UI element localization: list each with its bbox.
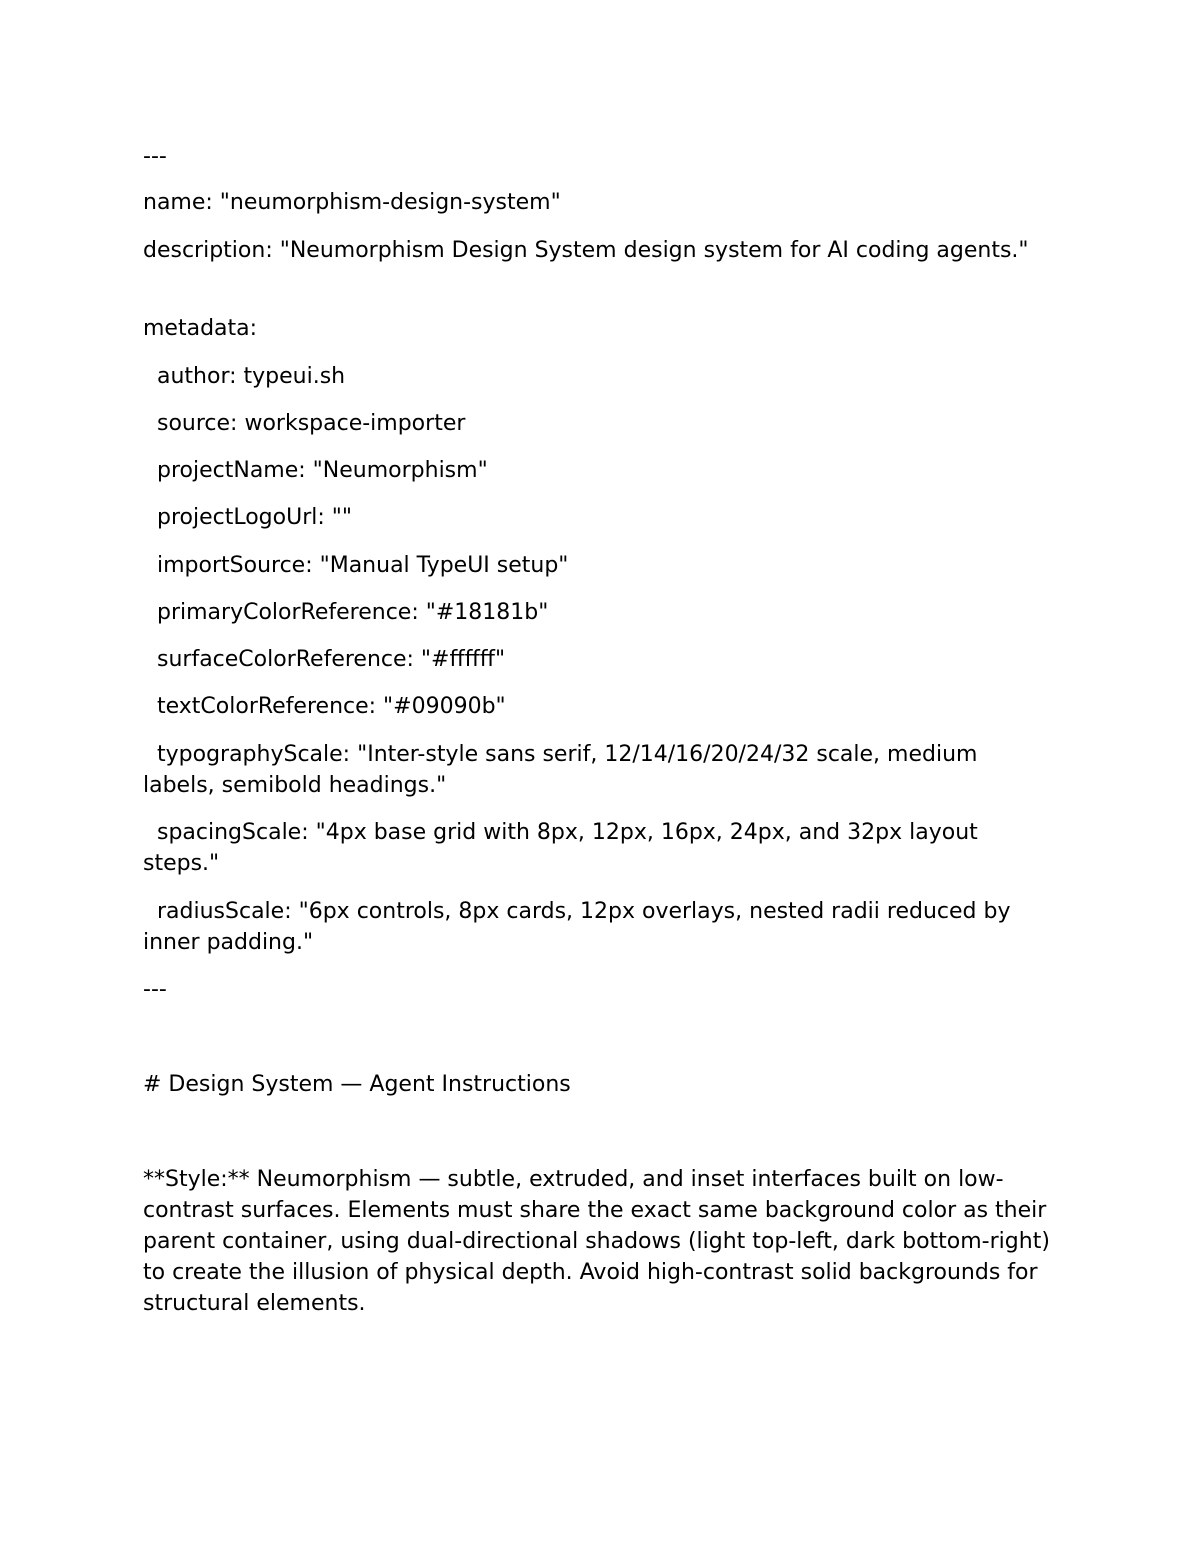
section-heading: # Design System — Agent Instructions [143,1072,571,1097]
style-paragraph: **Style:** Neumorphism — subtle, extruded, and inset interfaces built on low-contrast surfaces. Elements must share the exact same background color as their parent container, using dual-directional shadows (light top-left, dark bottom-right) to create the illusion of physical depth. Avoid high-contrast solid backgrounds for structural elements. [143,1167,1057,1316]
frontmatter-close: --- [143,977,167,1002]
metadata-radius-scale: radiusScale: "6px controls, 8px cards, 12px overlays, nested radii reduced by inner padding." [143,899,1018,955]
metadata-text-color: textColorReference: "#09090b" [143,694,506,719]
metadata-typography-scale: typographyScale: "Inter-style sans serif, 12/14/16/20/24/32 scale, medium labels, semibold headings." [143,742,985,798]
metadata-primary-color: primaryColorReference: "#18181b" [143,600,549,625]
metadata-author: author: typeui.sh [143,364,346,389]
metadata-source: source: workspace-importer [143,411,466,436]
name-line: name: "neumorphism-design-system" [143,190,561,215]
metadata-heading: metadata: [143,316,258,341]
frontmatter-open: --- [143,144,167,169]
metadata-spacing-scale: spacingScale: "4px base grid with 8px, 12px, 16px, 24px, and 32px layout steps." [143,820,985,876]
metadata-project-name: projectName: "Neumorphism" [143,458,488,483]
description-line: description: "Neumorphism Design System design system for AI coding agents." [143,238,1029,263]
metadata-project-logo-url: projectLogoUrl: "" [143,505,353,530]
metadata-surface-color: surfaceColorReference: "#ffffff" [143,647,506,672]
metadata-import-source: importSource: "Manual TypeUI setup" [143,553,569,578]
